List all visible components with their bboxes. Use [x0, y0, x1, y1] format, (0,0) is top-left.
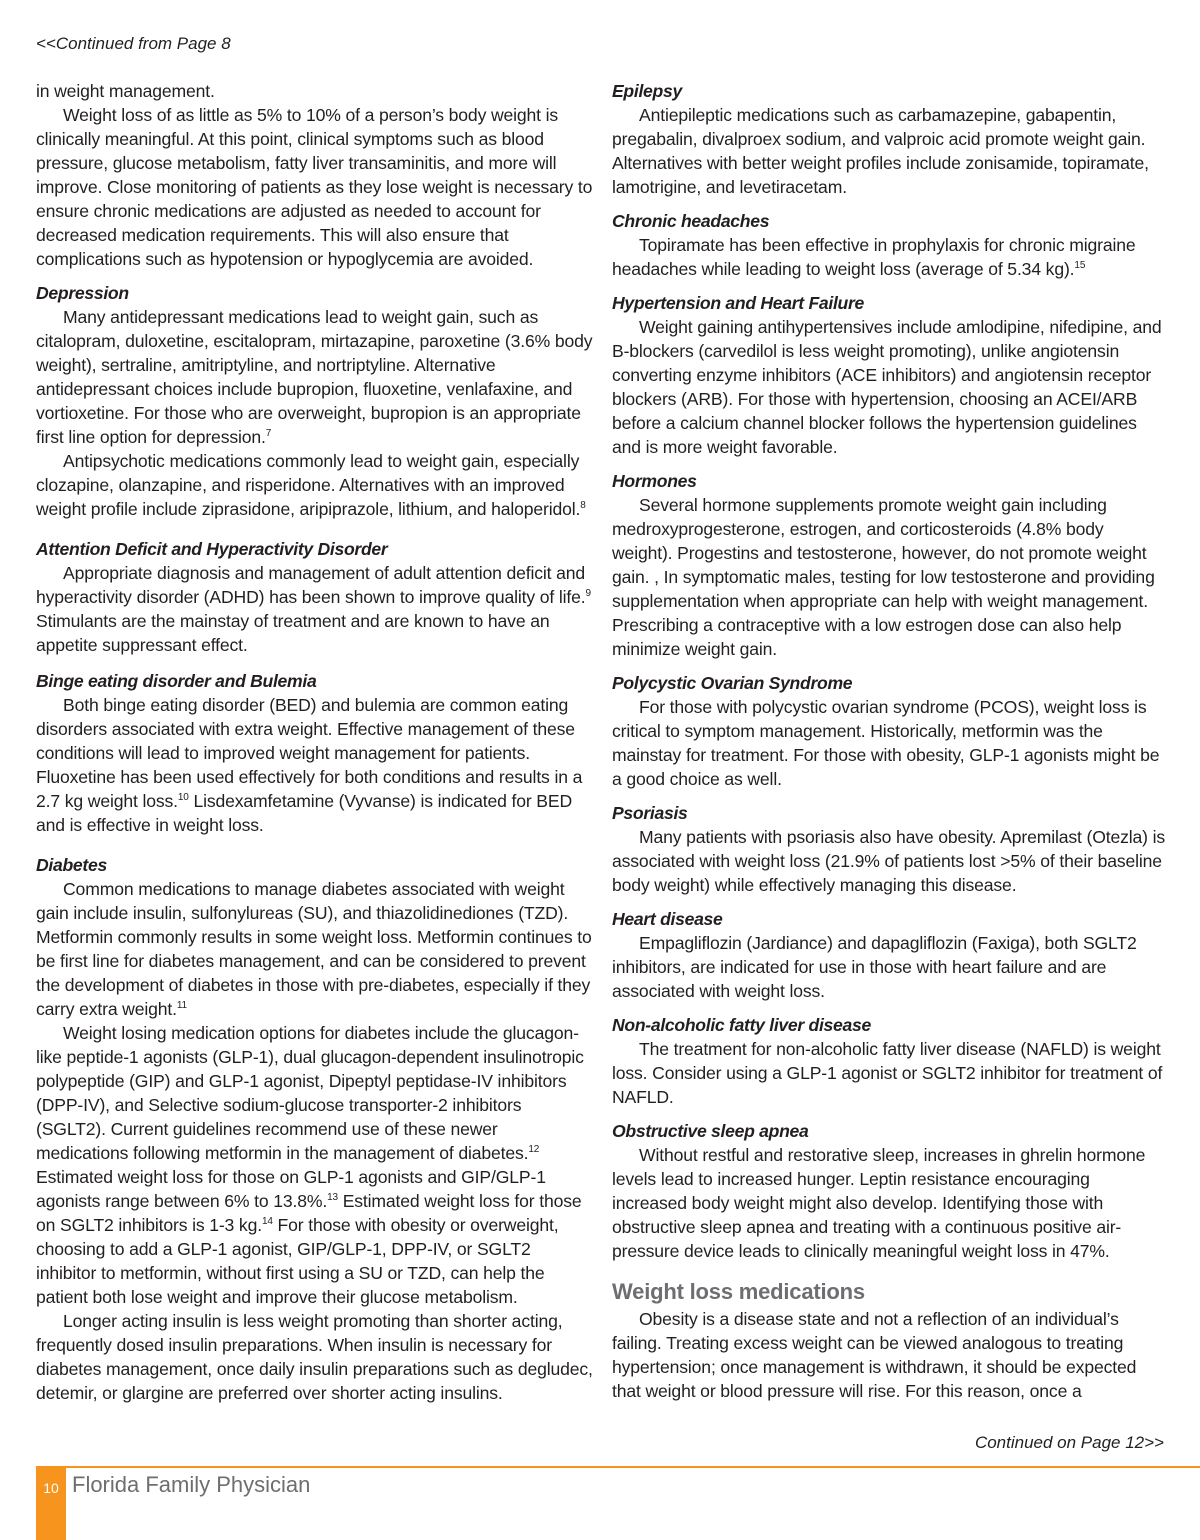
reference-number: 10 — [177, 792, 189, 803]
section-heading: Binge eating disorder and Bulemia — [36, 671, 317, 691]
paragraph-text: Common medications to manage diabetes associated with weight gain include insulin, sulfonylureas (SU), and thiazolidinediones (TZD). Metformin commonly results in some weight loss. Metformin continues to be first line for diabetes management, and can be considered to prevent the development of diabetes in those with pre-diabetes, especially if they carry extra weight. — [36, 879, 592, 1019]
reference-number: 9 — [585, 588, 591, 599]
paragraph-text: Lisdexamfetamine (Vyvanse) is indicated for BED and is effective in weight loss. — [36, 791, 573, 835]
section-diabetes — [36, 853, 594, 1405]
intro-paragraph: Weight loss of as little as 5% to 10% of a person’s body weight is clinically meaningful. At this point, clinical symptoms such as blood pressure, glucose metabolism, fatty liver transaminitis, and more will improve. Close monitoring of patients as they lose weight is necessary to ensure chronic medications are adjusted as needed to account for decreased medication requirements. This will also ensure that complications such as hypotension or hypoglycemia are avoided. — [36, 105, 593, 269]
reference-number: 12 — [528, 1144, 540, 1155]
reference-number: 15 — [1074, 260, 1086, 271]
section-heading: Hormones — [612, 471, 697, 491]
section-pcos — [612, 671, 1168, 791]
paragraph — [36, 561, 594, 657]
paragraph: Empagliflozin (Jardiance) and dapagliflozin (Faxiga), both SGLT2 inhibitors, are indicated for use in those with heart failure and are associated with weight loss. — [612, 933, 1137, 1001]
paragraph: Obesity is a disease state and not a reflection of an individual’s failing. Treating excess weight can be viewed analogous to treating hypertension; once management is withdrawn, it should be expected that weight or blood pressure will rise. For this reason, once a — [612, 1309, 1137, 1401]
continued-from-label: <<Continued from Page 8 — [36, 34, 231, 53]
paragraph: Antiepileptic medications such as carbamazepine, gabapentin, pregabalin, divalproex sodium, and valproic acid promote weight gain. Alternatives with better weight profiles include zonisamide, topiramate, lamotrigine, and levetiracetam. — [612, 105, 1149, 197]
paragraph-text: Antipsychotic medications commonly lead to weight gain, especially clozapine, olanzapine, and risperidone. Alternatives with an improved weight profile include ziprasidone, aripiprazole, lithium, and haloperidol. — [36, 451, 581, 519]
page-number: 10 — [36, 1468, 66, 1540]
section-heading: Diabetes — [36, 855, 107, 875]
section-title: Weight loss medications — [612, 1279, 865, 1304]
section-heading: Psoriasis — [612, 803, 688, 823]
section-heading: Depression — [36, 283, 129, 303]
paragraph — [36, 305, 594, 449]
section-heading: Non-alcoholic fatty liver disease — [612, 1015, 871, 1035]
section-heading: Obstructive sleep apnea — [612, 1121, 809, 1141]
paragraph — [36, 877, 594, 1021]
reference-number: 7 — [265, 428, 272, 439]
reference-number: 14 — [261, 1216, 273, 1227]
section-psoriasis — [612, 801, 1168, 897]
paragraph: Without restful and restorative sleep, increases in ghrelin hormone levels lead to increased hunger. Leptin resistance encouraging increased body weight might also develop. Identifying those with obstructive sleep apnea and treating with a continuous positive air-pressure device leads to clinically meaningful weight loss in 47%. — [612, 1145, 1146, 1261]
section-nafld — [612, 1013, 1168, 1109]
section-heading: Attention Deficit and Hyperactivity Disorder — [36, 539, 388, 559]
paragraph — [36, 449, 594, 521]
right-column — [612, 79, 1168, 1403]
paragraph: Longer acting insulin is less weight promoting than shorter acting, frequently dosed insulin preparations. When insulin is necessary for diabetes management, once daily insulin preparations such as degludec, detemir, or glargine are preferred over shorter acting insulins. — [36, 1311, 593, 1403]
reference-number: 11 — [176, 1000, 187, 1011]
section-adhd — [36, 537, 594, 657]
paragraph: For those with polycystic ovarian syndrome (PCOS), weight loss is critical to symptom management. Historically, metformin was the mainstay for treatment. For those with obesity, GLP-1 agonists might be a good choice as well. — [612, 697, 1160, 789]
section-heading: Hypertension and Heart Failure — [612, 293, 865, 313]
section-epilepsy — [612, 79, 1168, 199]
paragraph: The treatment for non-alcoholic fatty liver disease (NAFLD) is weight loss. Consider using a GLP-1 agonist or SGLT2 inhibitor for treatment of NAFLD. — [612, 1039, 1163, 1107]
reference-number: 8 — [580, 500, 586, 511]
section-hypertension — [612, 291, 1168, 459]
publication-title: Florida Family Physician — [72, 1472, 311, 1497]
intro-tail: in weight management. — [36, 81, 215, 101]
paragraph-text: Estimated weight loss for those on GLP-1 agonists and GIP/GLP-1 agonists range between 6% to 13.8%. — [36, 1167, 546, 1211]
section-heading: Polycystic Ovarian Syndrome — [612, 673, 853, 693]
paragraph — [36, 1021, 594, 1309]
paragraph: Many patients with psoriasis also have obesity. Apremilast (Otezla) is associated with weight loss (21.9% of patients lost >5% of their baseline body weight) while effectively managing this disease. — [612, 827, 1166, 895]
footer-rule — [36, 1466, 1200, 1468]
paragraph-text: Many antidepressant medications lead to weight gain, such as citalopram, duloxetine, escitalopram, mirtazapine, paroxetine (3.6% body weight), sertraline, amitriptyline, and nortriptyline. Alternative antidepressant choices include bupropion, fluoxetine, venlafaxine, and vortioxetine. For those who are overweight, bupropion is an appropriate first line option for depression. — [36, 307, 593, 447]
paragraph-text: Topiramate has been effective in prophylaxis for chronic migraine headaches while leading to weight loss (average of 5.34 kg). — [612, 235, 1136, 279]
left-column — [36, 79, 594, 1405]
paragraph-text: Weight losing medication options for diabetes include the glucagon-like peptide-1 agonists (GLP-1), dual glucagon-dependent insulinotropic polypeptide (GIP) and GLP-1 agonist, Dipeptyl peptidase-IV inhibitors (DPP-IV), and Selective sodium-glucose transporter-2 inhibitors (SGLT2). Current guidelines recommend use of these newer medications following metformin in the management of diabetes. — [36, 1023, 584, 1163]
section-sleep-apnea — [612, 1119, 1168, 1263]
section-heart-disease — [612, 907, 1168, 1003]
section-heading: Heart disease — [612, 909, 723, 929]
continued-on-link[interactable]: Continued on Page 12>> — [974, 1433, 1164, 1452]
paragraph-text: Appropriate diagnosis and management of adult attention deficit and hyperactivity disorder (ADHD) has been shown to improve quality of life. — [36, 563, 586, 607]
paragraph-text: Estimated weight loss for those on SGLT2 inhibitors is 1-3 kg. — [36, 1191, 582, 1235]
paragraph: Several hormone supplements promote weight gain including medroxyprogesterone, estrogen, and corticosteroids (4.8% body weight). Progestins and testosterone, however, do not promote weight gain. , In symptomatic males, testing for low testosterone and providing supplementation when appropriate can help with weight management. Prescribing a contraceptive with a low estrogen dose can also help minimize weight gain. — [612, 495, 1155, 659]
section-weight-loss-medications — [612, 1277, 1168, 1403]
section-hormones — [612, 469, 1168, 661]
paragraph: Weight gaining antihypertensives include amlodipine, nifedipine, and B-blockers (carvedilol is less weight promoting), unlike angiotensin converting enzyme inhibitors (ACE inhibitors) and angiotensin receptor blockers (ARB). For those with hypertension, choosing an ACEI/ARB before a calcium channel blocker follows the hypertension guidelines and is more weight favorable. — [612, 317, 1162, 457]
paragraph-text: Stimulants are the mainstay of treatment and are known to have an appetite suppressant effect. — [36, 611, 550, 655]
paragraph-text: For those with obesity or overweight, choosing to add a GLP-1 agonist, GIP/GLP-1, DPP-IV, or SGLT2 inhibitor to metformin, without first using a SU or TZD, can help the patient both lose weight and improve their glucose metabolism. — [36, 1215, 559, 1307]
section-heading: Epilepsy — [612, 81, 682, 101]
paragraph — [612, 233, 1168, 281]
reference-number: 13 — [327, 1192, 338, 1203]
paragraph — [36, 693, 594, 837]
section-heading: Chronic headaches — [612, 211, 770, 231]
paragraph-text: Both binge eating disorder (BED) and bulemia are common eating disorders associated with extra weight. Effective management of these conditions will lead to improved weight management for patients. Fluoxetine has been used effectively for both conditions and results in a 2.7 kg weight loss. — [36, 695, 583, 811]
section-binge-eating — [36, 669, 594, 837]
section-chronic-headaches — [612, 209, 1168, 281]
section-depression — [36, 281, 594, 521]
